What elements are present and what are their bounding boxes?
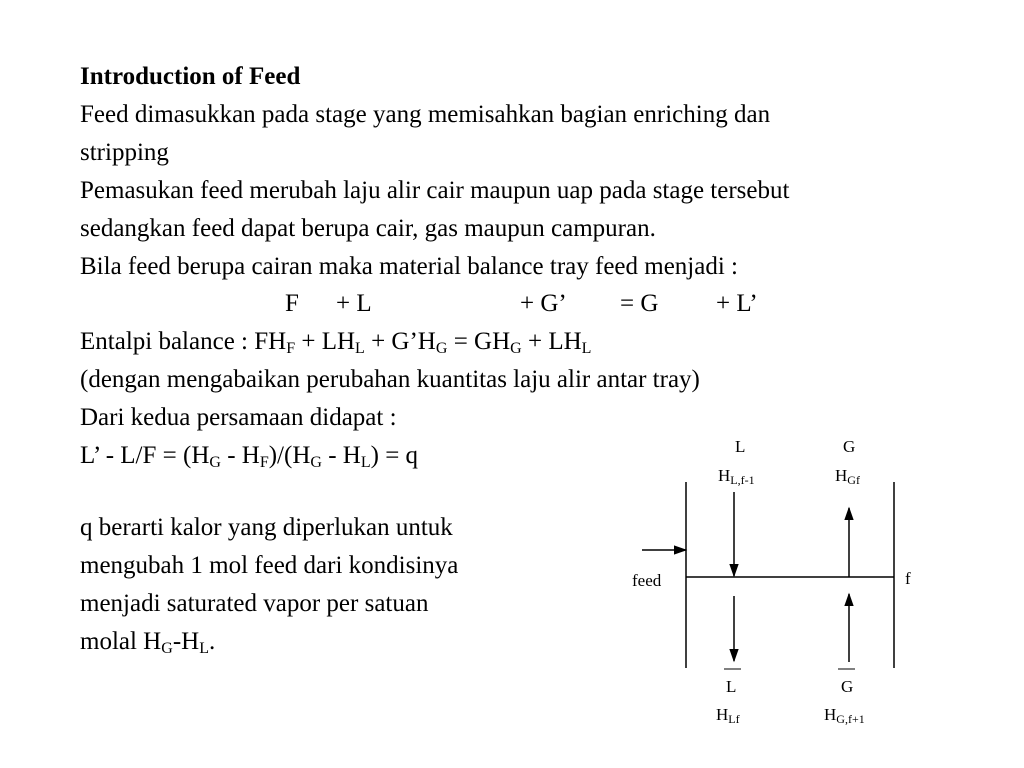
q-desc-subscript: L <box>199 640 209 657</box>
q-desc-term: . <box>208 628 216 655</box>
enthalpy-term: FH <box>254 328 287 355</box>
label-feed: feed <box>632 571 662 590</box>
q-desc-term: -H <box>172 628 200 655</box>
q-subscript: F <box>259 454 269 471</box>
q-subscript: G <box>310 454 322 471</box>
paragraph-material-balance-intro: Bila feed berupa cairan maka material balance tray feed menjadi : <box>80 253 738 280</box>
q-subscript: L <box>360 454 371 471</box>
q-term: ) = q <box>370 442 419 469</box>
paragraph-feed-position-line1: Feed dimasukkan pada stage yang memisahkan bagian enriching dan <box>80 101 771 128</box>
q-desc-term: molal H <box>80 628 162 655</box>
enthalpy-label: Entalpi balance : <box>80 328 255 355</box>
mb-term-f: F <box>285 290 299 317</box>
q-term: - H <box>321 442 361 469</box>
q-description-line1: q berarti kalor yang diperlukan untuk <box>80 514 453 541</box>
label-bottom-left-enthalpy <box>716 705 740 725</box>
mb-term-g-prime: + G’ <box>520 290 567 317</box>
enthalpy-symbol: H <box>716 705 729 724</box>
q-description-line3: menjadi saturated vapor per satuan <box>80 590 429 617</box>
enthalpy-term: = GH <box>447 328 511 355</box>
mb-term-g: = G <box>620 290 659 317</box>
paragraph-feed-position-line2: stripping <box>80 139 169 166</box>
label-top-right-enthalpy <box>835 466 860 486</box>
label-top-right-stream: G <box>843 437 856 456</box>
q-term: - H <box>220 442 260 469</box>
enthalpy-symbol: H <box>718 466 731 485</box>
label-top-left-stream: L <box>735 437 746 456</box>
paragraph-derive: Dari kedua persamaan didapat : <box>80 404 397 431</box>
enthalpy-symbol: H <box>824 705 837 724</box>
label-top-left-enthalpy <box>718 466 755 486</box>
enthalpy-term: + LH <box>295 328 356 355</box>
label-bottom-right-enthalpy <box>824 705 865 725</box>
enthalpy-term: + LH <box>521 328 582 355</box>
slide-title: Introduction of Feed <box>80 63 301 90</box>
enthalpy-subscript: L,f-1 <box>730 473 755 487</box>
q-term: )/(H <box>268 442 311 469</box>
q-term: L’ - L/F = (H <box>80 442 210 469</box>
enthalpy-subscript: L <box>581 340 592 357</box>
enthalpy-subscript: G,f+1 <box>836 712 865 726</box>
mb-term-l: + L <box>336 290 372 317</box>
enthalpy-subscript: G <box>435 340 448 357</box>
paragraph-note: (dengan mengabaikan perubahan kuantitas laju alir antar tray) <box>80 366 700 393</box>
paragraph-feed-effect-line2: sedangkan feed dapat berupa cair, gas maupun campuran. <box>80 215 656 242</box>
paragraph-feed-effect-line1: Pemasukan feed merubah laju alir cair maupun uap pada stage tersebut <box>80 177 790 204</box>
enthalpy-subscript: F <box>286 340 296 357</box>
q-subscript: G <box>209 454 221 471</box>
label-bottom-right-stream: G <box>841 677 854 696</box>
enthalpy-subscript: Gf <box>847 473 860 487</box>
enthalpy-subscript: Lf <box>728 712 740 726</box>
enthalpy-symbol: H <box>835 466 848 485</box>
enthalpy-subscript: L <box>355 340 365 357</box>
enthalpy-term: + G’H <box>364 328 436 355</box>
label-bottom-left-stream: L <box>726 677 737 696</box>
mb-term-l-prime: + L’ <box>716 290 758 317</box>
label-tray-f: f <box>905 569 911 588</box>
q-description-line2: mengubah 1 mol feed dari kondisinya <box>80 552 459 579</box>
enthalpy-subscript: G <box>510 340 522 357</box>
q-desc-subscript: G <box>161 640 173 657</box>
